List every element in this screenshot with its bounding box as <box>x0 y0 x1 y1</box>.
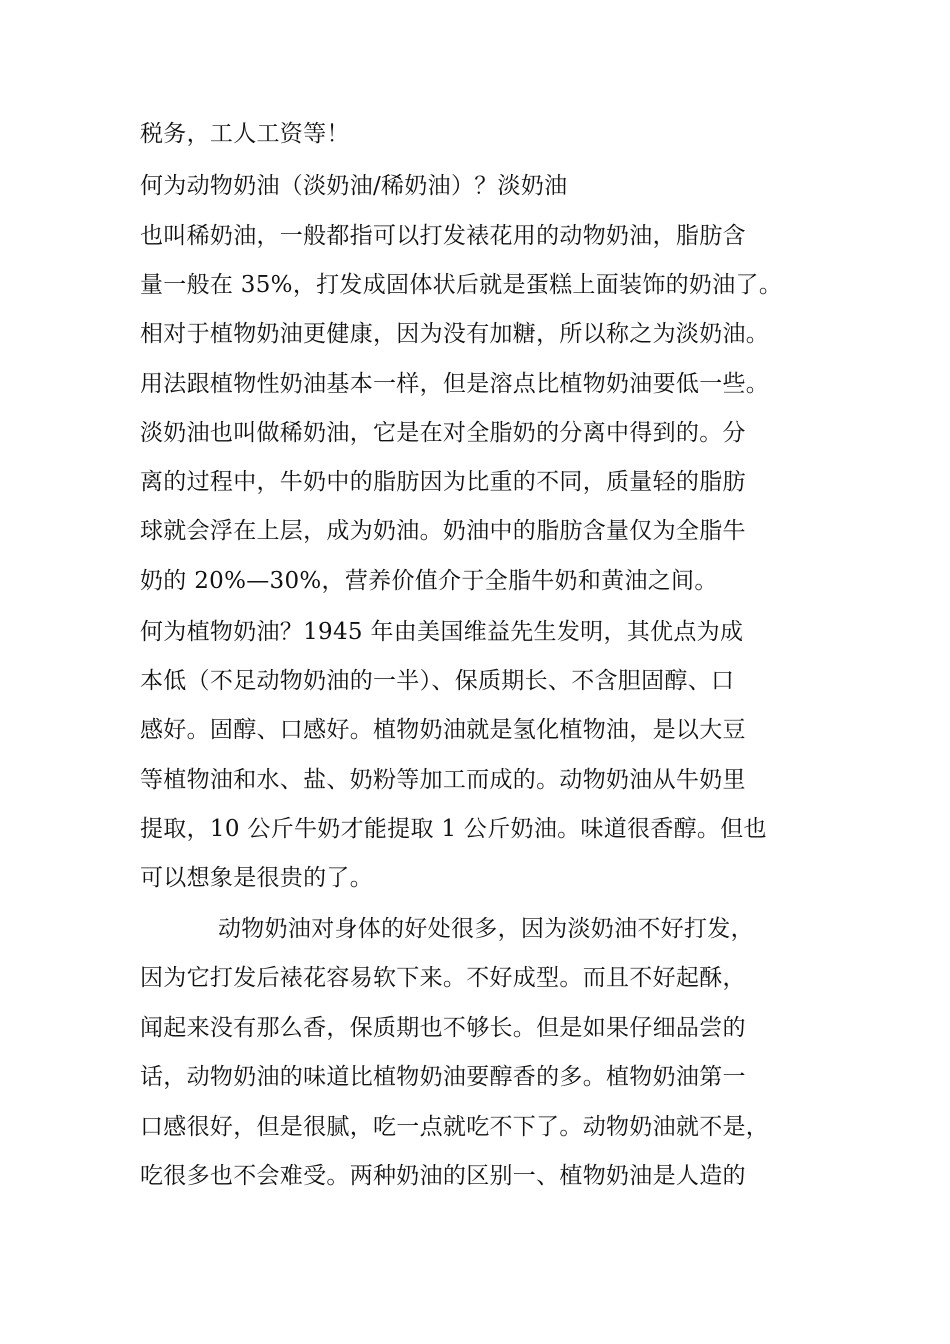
text-line-9: 球就会浮在上层，成为奶油。奶油中的脂肪含量仅为全脂牛 <box>140 518 746 544</box>
text-line-20: 话，动物奶油的味道比植物奶油要醇香的多。植物奶油第一 <box>140 1064 746 1090</box>
text-line-13: 感好。固醇、口感好。植物奶油就是氢化植物油，是以大豆 <box>140 717 746 743</box>
text-line-19: 闻起来没有那么香，保质期也不够长。但是如果仔细品尝的 <box>140 1015 746 1041</box>
text-line-18: 因为它打发后裱花容易软下来。不好成型。而且不好起酥， <box>140 965 746 991</box>
text-line-15: 提取，10 公斤牛奶才能提取 1 公斤奶油。味道很香醇。但也 <box>140 816 767 842</box>
text-line-8: 离的过程中，牛奶中的脂肪因为比重的不同，质量轻的脂肪 <box>140 469 746 495</box>
text-line-14: 等植物油和水、盐、奶粉等加工而成的。动物奶油从牛奶里 <box>140 767 746 793</box>
text-line-5: 相对于植物奶油更健康，因为没有加糖，所以称之为淡奶油。 <box>140 321 770 347</box>
text-line-6: 用法跟植物性奶油基本一样，但是溶点比植物奶油要低一些。 <box>140 371 770 397</box>
text-line-3: 也叫稀奶油，一般都指可以打发裱花用的动物奶油，脂肪含 <box>140 223 746 249</box>
text-line-11: 何为植物奶油？1945 年由美国维益先生发明，其优点为成 <box>140 619 744 645</box>
text-line-12: 本低（不足动物奶油的一半）、保质期长、不含胆固醇、口 <box>140 668 735 694</box>
text-line-10: 奶的 20%—30%，营养价值介于全脂牛奶和黄油之间。 <box>140 568 718 594</box>
text-line-1: 税务，工人工资等！ <box>140 121 350 147</box>
text-line-17: 动物奶油对身体的好处很多，因为淡奶油不好打发， <box>218 916 754 942</box>
text-line-21: 口感很好，但是很腻，吃一点就吃不下了。动物奶油就不是， <box>140 1114 770 1140</box>
text-line-7: 淡奶油也叫做稀奶油，它是在对全脂奶的分离中得到的。分 <box>140 420 746 446</box>
text-line-4: 量一般在 35%，打发成固体状后就是蛋糕上面装饰的奶油了。 <box>140 272 783 298</box>
text-line-16: 可以想象是很贵的了。 <box>140 865 373 891</box>
text-line-22: 吃很多也不会难受。两种奶油的区别一、植物奶油是人造的 <box>140 1163 746 1189</box>
text-line-2: 何为动物奶油（淡奶油/稀奶油）？淡奶油 <box>140 173 568 199</box>
